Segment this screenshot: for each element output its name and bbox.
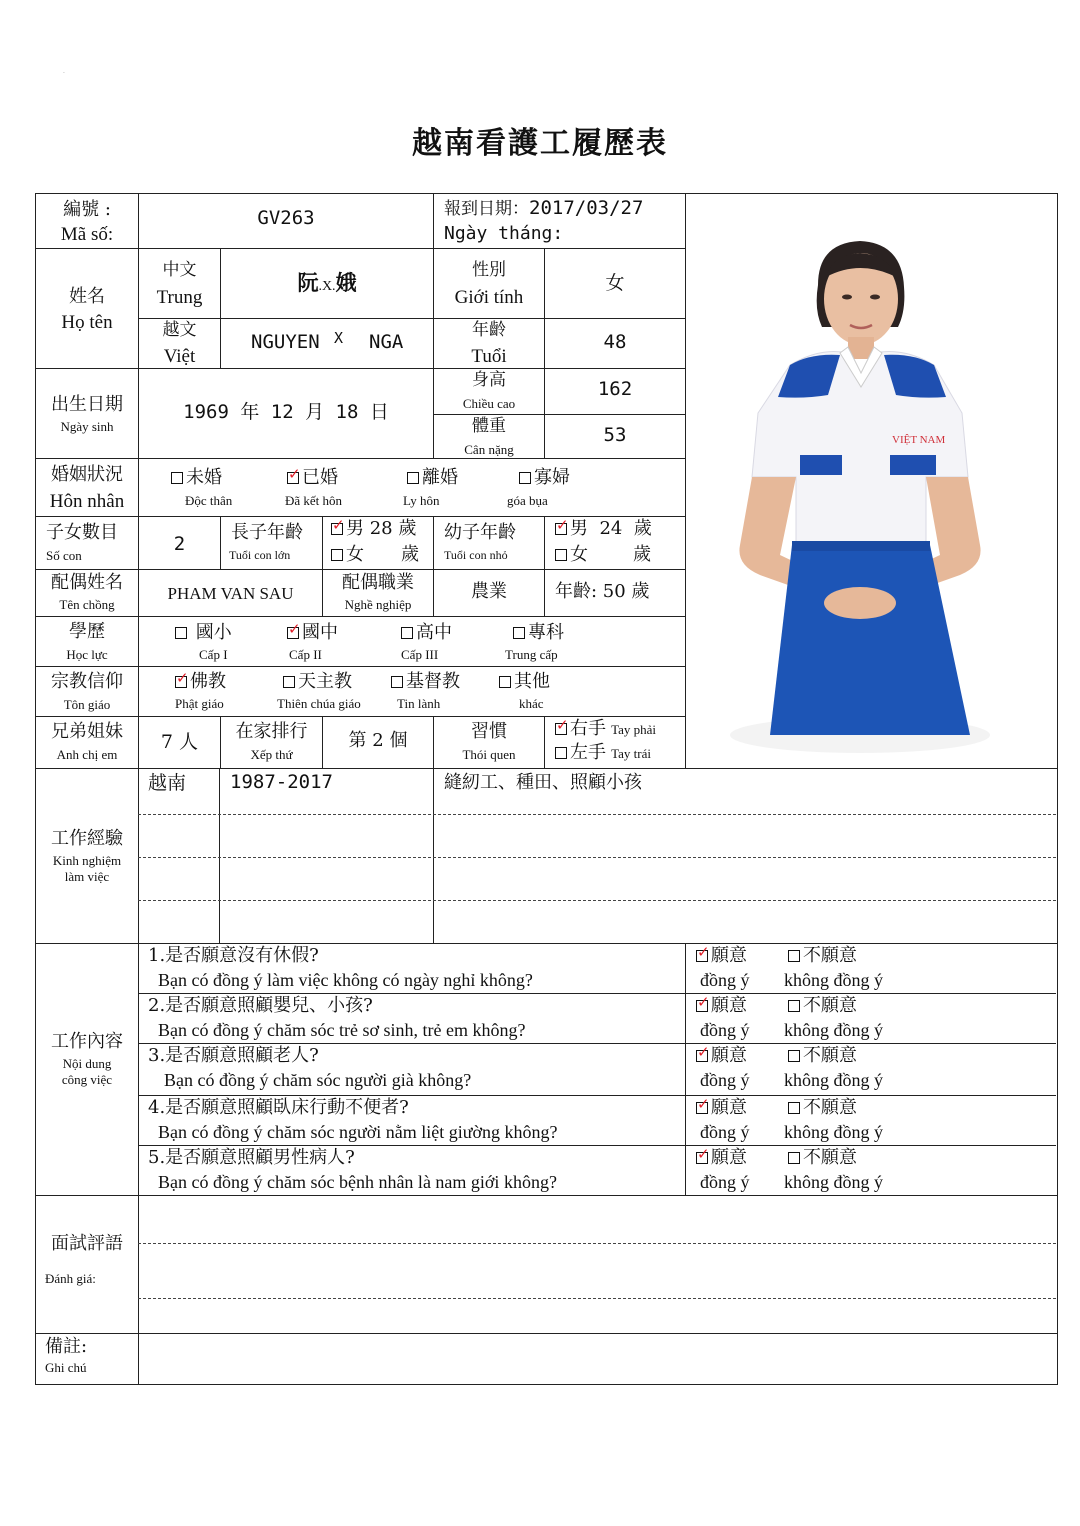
spouse-label-cell — [35, 569, 139, 617]
scan-speck: · — [63, 70, 65, 77]
weight-value-cell — [544, 414, 686, 459]
height-label-zh: 身高 — [472, 370, 506, 390]
youngest-female[interactable] — [555, 545, 588, 566]
eldest-male-label: 男 28 歲 — [346, 518, 417, 539]
height-label-vi: Chiều cao — [462, 396, 516, 411]
birth-label-cell — [35, 368, 139, 459]
education-label-cell — [35, 616, 139, 667]
experience-period: 1987-2017 — [230, 771, 333, 793]
marriage-options-cell — [138, 458, 686, 517]
name-zh-first: 阮 — [297, 270, 319, 295]
right-hand-vi: Tay phải — [611, 722, 657, 737]
experience-table — [138, 768, 1058, 944]
youngest-female-unit: 歲 — [633, 544, 651, 565]
children-label-vi: Số con — [46, 548, 82, 563]
agree-label: 願意 — [711, 1045, 747, 1066]
agree-label-vi: đồng ý — [700, 970, 750, 990]
weight-label-vi: Cân nặng — [464, 442, 514, 457]
spouse-name-cell — [138, 569, 323, 617]
religion-vi-buddhism: Phật giáo — [175, 696, 224, 711]
page-title: 越南看護工履歷表 — [412, 126, 668, 161]
youngest-label-vi: Tuổi con nhỏ — [444, 548, 508, 562]
disagree-label-vi: không đồng ý — [784, 1070, 883, 1090]
religion-option-catholic[interactable] — [283, 672, 352, 693]
disagree-checkbox[interactable] — [788, 1152, 800, 1164]
rank-label-vi: Xếp thứ — [250, 747, 293, 762]
disagree-label-vi: không đồng ý — [784, 1122, 883, 1142]
disagree-label: 不願意 — [803, 1147, 857, 1168]
disagree-option[interactable] — [788, 946, 857, 967]
agree-checkbox[interactable] — [696, 950, 708, 962]
spouse-job-cell — [433, 569, 545, 617]
education-option-middle[interactable] — [287, 623, 338, 644]
checkbox-eldest-male[interactable] — [331, 523, 343, 535]
agree-option[interactable] — [696, 1148, 747, 1169]
agree-label-vi: đồng ý — [700, 1020, 750, 1040]
option-label: 國中 — [302, 622, 338, 643]
weight-label-cell — [433, 414, 545, 459]
checkbox-eldest-female[interactable] — [331, 549, 343, 561]
age-label-vi: Tuổi — [471, 346, 507, 367]
weight-label-zh: 體重 — [472, 416, 506, 436]
remarks-field[interactable] — [138, 1333, 1058, 1385]
option-label: 基督教 — [406, 671, 460, 692]
spouse-age-cell — [544, 569, 686, 617]
gender-value: 女 — [605, 272, 625, 294]
eldest-value-cell — [322, 516, 434, 570]
content-row-line-2 — [138, 1043, 1056, 1044]
question-vi: Bạn có đồng ý chăm sóc người già không? — [164, 1070, 472, 1090]
religion-option-protestant[interactable] — [391, 672, 460, 693]
height-value: 162 — [597, 378, 633, 400]
option-label: 高中 — [416, 622, 452, 643]
content-row-line-4 — [138, 1145, 1056, 1146]
siblings-count: 7 人 — [160, 731, 199, 753]
remarks-label-cell — [35, 1333, 139, 1385]
agree-label: 願意 — [711, 1097, 747, 1118]
birth-label-vi: Ngày sinh — [60, 419, 114, 434]
education-label-zh: 學歷 — [69, 621, 105, 642]
marriage-vi-divorced: Ly hôn — [403, 493, 440, 508]
agree-checkbox[interactable] — [696, 1152, 708, 1164]
gender-label-cell — [433, 248, 545, 319]
right-pocket — [890, 455, 936, 475]
remarks-label-zh: 備註: — [45, 1336, 88, 1357]
agree-label-vi: đồng ý — [700, 1122, 750, 1142]
disagree-label: 不願意 — [803, 945, 857, 966]
religion-vi-catholic: Thiên chúa giáo — [277, 696, 361, 711]
siblings-count-cell — [138, 716, 221, 769]
skirt-waistband — [792, 541, 930, 551]
eldest-female-unit: 歲 — [401, 544, 419, 565]
content-row-line-1 — [138, 993, 1056, 994]
birth-value: 1969 年 12 月 18 日 — [183, 401, 389, 423]
checkbox-catholic[interactable] — [283, 676, 295, 688]
question-zh: 3.是否願意照顧老人? — [148, 1045, 319, 1066]
question-vi: Bạn có đồng ý chăm sóc người nằm liệt giường không? — [158, 1122, 558, 1142]
interview-label-vi: Đánh giá: — [45, 1271, 96, 1286]
interview-label-zh: 面試評語 — [51, 1233, 123, 1254]
marriage-label-vi: Hôn nhân — [49, 491, 125, 512]
checkbox-youngest-female[interactable] — [555, 549, 567, 561]
disagree-label-vi: không đồng ý — [784, 1172, 883, 1192]
spouse-label-zh: 配偶姓名 — [51, 572, 123, 593]
question-vi: Bạn có đồng ý làm việc không có ngày nghỉ không? — [158, 970, 533, 990]
disagree-label: 不願意 — [803, 995, 857, 1016]
disagree-checkbox[interactable] — [788, 1050, 800, 1062]
question-zh: 4.是否願意照顧臥床行動不便者? — [148, 1097, 409, 1118]
eldest-label-vi: Tuổi con lớn — [229, 548, 291, 562]
youngest-male-label: 男 24 歲 — [570, 518, 652, 539]
religion-vi-protestant: Tin lành — [397, 696, 441, 711]
education-option-high[interactable] — [401, 623, 452, 644]
religion-label-cell — [35, 666, 139, 717]
checkbox-single[interactable] — [171, 472, 183, 484]
checkbox-middle[interactable] — [287, 627, 299, 639]
content-label-vi-2: công việc — [61, 1072, 113, 1087]
content-label-cell — [35, 943, 139, 1196]
religion-label-zh: 宗教信仰 — [51, 671, 123, 692]
name-zh-mid: .X. — [318, 279, 336, 294]
age-value-cell — [544, 318, 686, 369]
agree-option[interactable] — [696, 946, 747, 967]
name-vn-label-cell — [138, 318, 221, 369]
question-zh: 1.是否願意沒有休假? — [148, 945, 319, 966]
education-label-vi: Học lực — [66, 647, 108, 662]
code-label-zh: 編號 : — [63, 199, 111, 220]
name-vn-label-zh: 越文 — [162, 320, 197, 340]
question-zh: 2.是否願意照顧嬰兒、小孩? — [148, 995, 373, 1016]
siblings-label-vi: Anh chị em — [56, 747, 118, 762]
option-label: 離婚 — [422, 467, 458, 488]
code-label-vi: Mã số: — [60, 224, 114, 245]
disagree-checkbox[interactable] — [788, 1102, 800, 1114]
children-count-cell — [138, 516, 221, 570]
marriage-option-widowed[interactable] — [519, 468, 570, 489]
agree-option[interactable] — [696, 1046, 747, 1067]
habit-right[interactable] — [555, 719, 656, 740]
content-row-line-3 — [138, 1095, 1056, 1096]
name-label-cell — [35, 248, 139, 369]
content-label-zh: 工作內容 — [51, 1031, 123, 1052]
disagree-option[interactable] — [788, 1046, 857, 1067]
checkbox-right-hand[interactable] — [555, 723, 567, 735]
option-label: 已婚 — [302, 467, 338, 488]
content-label-vi-1: Nội dung — [62, 1056, 112, 1071]
religion-options-cell — [138, 666, 686, 717]
spouse-job-label-vi: Nghề nghiệp — [344, 597, 412, 612]
name-label-zh: 姓名 — [69, 286, 105, 307]
remarks-label-vi: Ghi chú — [45, 1360, 87, 1375]
name-label-vi: Họ tên — [61, 312, 113, 333]
left-hand-vi: Tay trái — [611, 746, 651, 761]
spouse-label-vi: Tên chồng — [59, 597, 115, 612]
gender-value-cell — [544, 248, 686, 319]
experience-label-vi-2: làm việc — [64, 869, 110, 884]
age-label-cell — [433, 318, 545, 369]
rank-label-zh: 在家排行 — [235, 721, 308, 742]
birth-value-cell — [138, 368, 434, 459]
disagree-option[interactable] — [788, 1098, 857, 1119]
marriage-option-divorced[interactable] — [407, 468, 458, 489]
checkbox-left-hand[interactable] — [555, 747, 567, 759]
checkbox-vocational[interactable] — [513, 627, 525, 639]
checkbox-widowed[interactable] — [519, 472, 531, 484]
report-date-line — [444, 198, 643, 220]
experience-divider-1 — [219, 769, 220, 943]
rank-value-cell — [322, 716, 434, 769]
agree-option[interactable] — [696, 1098, 747, 1119]
question-vi: Bạn có đồng ý chăm sóc bệnh nhân là nam giới không? — [158, 1172, 557, 1192]
option-label: 專科 — [528, 622, 564, 643]
disagree-label-vi: không đồng ý — [784, 970, 883, 990]
religion-option-buddhism[interactable] — [175, 672, 226, 693]
spouse-job: 農業 — [471, 581, 507, 602]
education-vi-middle: Cấp II — [289, 647, 322, 662]
spouse-job-label-zh: 配偶職業 — [342, 572, 414, 593]
disagree-label: 不願意 — [803, 1097, 857, 1118]
education-option-vocational[interactable] — [513, 623, 564, 644]
question-vi: Bạn có đồng ý chăm sóc trẻ sơ sinh, trẻ em không? — [158, 1020, 526, 1040]
disagree-checkbox[interactable] — [788, 1000, 800, 1012]
checkbox-buddhism[interactable] — [175, 676, 187, 688]
habit-label-cell — [433, 716, 545, 769]
name-vn-mid: X — [334, 329, 344, 347]
checkbox-high[interactable] — [401, 627, 413, 639]
agree-option[interactable] — [696, 996, 747, 1017]
youngest-female-label: 女 — [570, 544, 588, 565]
name-vn-value-cell — [220, 318, 434, 369]
right-eye — [870, 295, 880, 300]
interview-label-cell — [35, 1195, 139, 1334]
height-label-cell — [433, 368, 545, 415]
experience-label-zh: 工作經驗 — [51, 828, 123, 849]
checkbox-married[interactable] — [287, 472, 299, 484]
code-value: GV263 — [257, 207, 315, 229]
agree-label: 願意 — [711, 1147, 747, 1168]
marriage-vi-single: Độc thân — [185, 493, 233, 508]
code-label-cell — [35, 193, 139, 249]
religion-option-other[interactable] — [499, 672, 550, 693]
marriage-option-married[interactable] — [287, 468, 338, 489]
name-vn-first: NGUYEN — [251, 331, 320, 353]
education-vi-high: Cấp III — [401, 647, 439, 662]
interview-field[interactable] — [138, 1195, 1058, 1334]
experience-description: 縫紉工、種田、照顧小孩 — [444, 772, 642, 793]
experience-row-line-2 — [138, 857, 1056, 858]
agree-checkbox[interactable] — [696, 1000, 708, 1012]
right-hand-zh: 右手 — [570, 718, 606, 739]
report-label-zh: 報到日期： — [444, 199, 529, 219]
report-date-value: 2017/03/27 — [529, 197, 644, 219]
agree-label-vi: đồng ý — [700, 1070, 750, 1090]
age-value: 48 — [603, 331, 627, 353]
youngest-male[interactable] — [555, 519, 652, 540]
disagree-label-vi: không đồng ý — [784, 1020, 883, 1040]
name-zh-label-cell — [138, 248, 221, 319]
experience-row-line-3 — [138, 900, 1056, 901]
eldest-female[interactable] — [331, 545, 364, 566]
marriage-option-single[interactable] — [171, 468, 222, 489]
children-label-zh: 子女數目 — [46, 522, 118, 543]
agree-label: 願意 — [711, 995, 747, 1016]
name-zh-label-vi: Trung — [156, 287, 203, 308]
eldest-label-zh: 長子年齡 — [231, 522, 303, 543]
option-label: 未婚 — [186, 467, 222, 488]
youngest-value-cell — [544, 516, 686, 570]
habit-label-zh: 習慣 — [471, 721, 507, 742]
experience-label-cell — [35, 768, 139, 944]
education-vi-primary: Cấp I — [199, 647, 228, 662]
eldest-label-cell — [220, 516, 323, 570]
youngest-label-cell — [433, 516, 545, 570]
habit-label-vi: Thói quen — [462, 747, 516, 762]
option-label: 佛教 — [190, 671, 226, 692]
left-eye — [842, 295, 852, 300]
age-label-zh: 年齡 — [472, 320, 506, 340]
option-label: 天主教 — [298, 671, 352, 692]
experience-country: 越南 — [148, 772, 187, 794]
name-zh-value — [221, 271, 433, 295]
gender-label-zh: 性別 — [472, 260, 506, 280]
content-table — [138, 943, 1058, 1196]
rank-label-cell — [220, 716, 323, 769]
interview-line-2 — [138, 1298, 1056, 1299]
report-label-vi: Ngày tháng: — [444, 223, 564, 244]
religion-label-vi: Tôn giáo — [63, 697, 111, 712]
experience-row-line-1 — [138, 814, 1056, 815]
shirt-badge-text: VIỆT NAM — [892, 434, 946, 446]
eldest-male[interactable] — [331, 519, 416, 540]
experience-label-vi-1: Kinh nghiệm — [52, 853, 122, 868]
education-options-cell — [138, 616, 686, 667]
option-label: 國小 — [195, 622, 232, 643]
education-vi-vocational: Trung cấp — [505, 647, 558, 662]
siblings-label-cell — [35, 716, 139, 769]
report-date-cell — [433, 193, 686, 249]
gender-label-vi: Giới tính — [454, 287, 524, 308]
spouse-name: PHAM VAN SAU — [167, 584, 294, 603]
disagree-label: 不願意 — [803, 1045, 857, 1066]
left-pocket — [800, 455, 842, 475]
disagree-option[interactable] — [788, 996, 857, 1017]
rank-value: 第 2 個 — [348, 730, 408, 751]
youngest-label-zh: 幼子年齡 — [444, 522, 516, 543]
option-label: 寡婦 — [534, 467, 570, 488]
checkbox-divorced[interactable] — [407, 472, 419, 484]
children-count: 2 — [173, 533, 186, 555]
option-label: 其他 — [514, 671, 550, 692]
agree-label: 願意 — [711, 945, 747, 966]
disagree-checkbox[interactable] — [788, 950, 800, 962]
experience-divider-2 — [433, 769, 434, 943]
agree-checkbox[interactable] — [696, 1102, 708, 1114]
question-zh: 5.是否願意照顧男性病人? — [148, 1147, 355, 1168]
marriage-label-cell — [35, 458, 139, 517]
left-hand-zh: 左手 — [570, 742, 606, 763]
checkbox-youngest-male[interactable] — [555, 523, 567, 535]
spouse-job-label-cell — [322, 569, 434, 617]
siblings-label-zh: 兄弟姐妹 — [51, 721, 123, 742]
name-zh-label-zh: 中文 — [162, 260, 197, 280]
height-value-cell — [544, 368, 686, 415]
interview-line-1 — [138, 1243, 1056, 1244]
name-zh-value-cell — [220, 248, 434, 319]
applicant-photo — [700, 215, 1020, 760]
content-divider — [685, 944, 686, 1195]
birth-label-zh: 出生日期 — [51, 394, 123, 415]
disagree-option[interactable] — [788, 1148, 857, 1169]
eldest-female-label: 女 — [346, 544, 364, 565]
children-label-cell — [35, 516, 139, 570]
agree-checkbox[interactable] — [696, 1050, 708, 1062]
marriage-vi-widowed: góa bụa — [507, 493, 548, 508]
name-vn-label-vi: Việt — [163, 346, 196, 367]
code-value-cell — [138, 193, 434, 249]
spouse-age: 年齡: 50 歲 — [555, 581, 650, 602]
habit-left[interactable] — [555, 743, 651, 764]
hands-shape — [824, 587, 896, 619]
education-option-primary[interactable] — [175, 623, 232, 644]
weight-value: 53 — [603, 424, 627, 446]
checkbox-primary[interactable] — [175, 627, 187, 639]
marriage-vi-married: Đã kết hôn — [285, 493, 343, 508]
marriage-label-zh: 婚姻狀況 — [51, 464, 123, 485]
checkbox-protestant[interactable] — [391, 676, 403, 688]
name-vn-last: NGA — [369, 331, 404, 353]
religion-vi-other: khác — [519, 696, 544, 711]
name-zh-last: 娥 — [335, 270, 357, 295]
checkbox-other[interactable] — [499, 676, 511, 688]
agree-label-vi: đồng ý — [700, 1172, 750, 1192]
habit-value-cell — [544, 716, 686, 769]
